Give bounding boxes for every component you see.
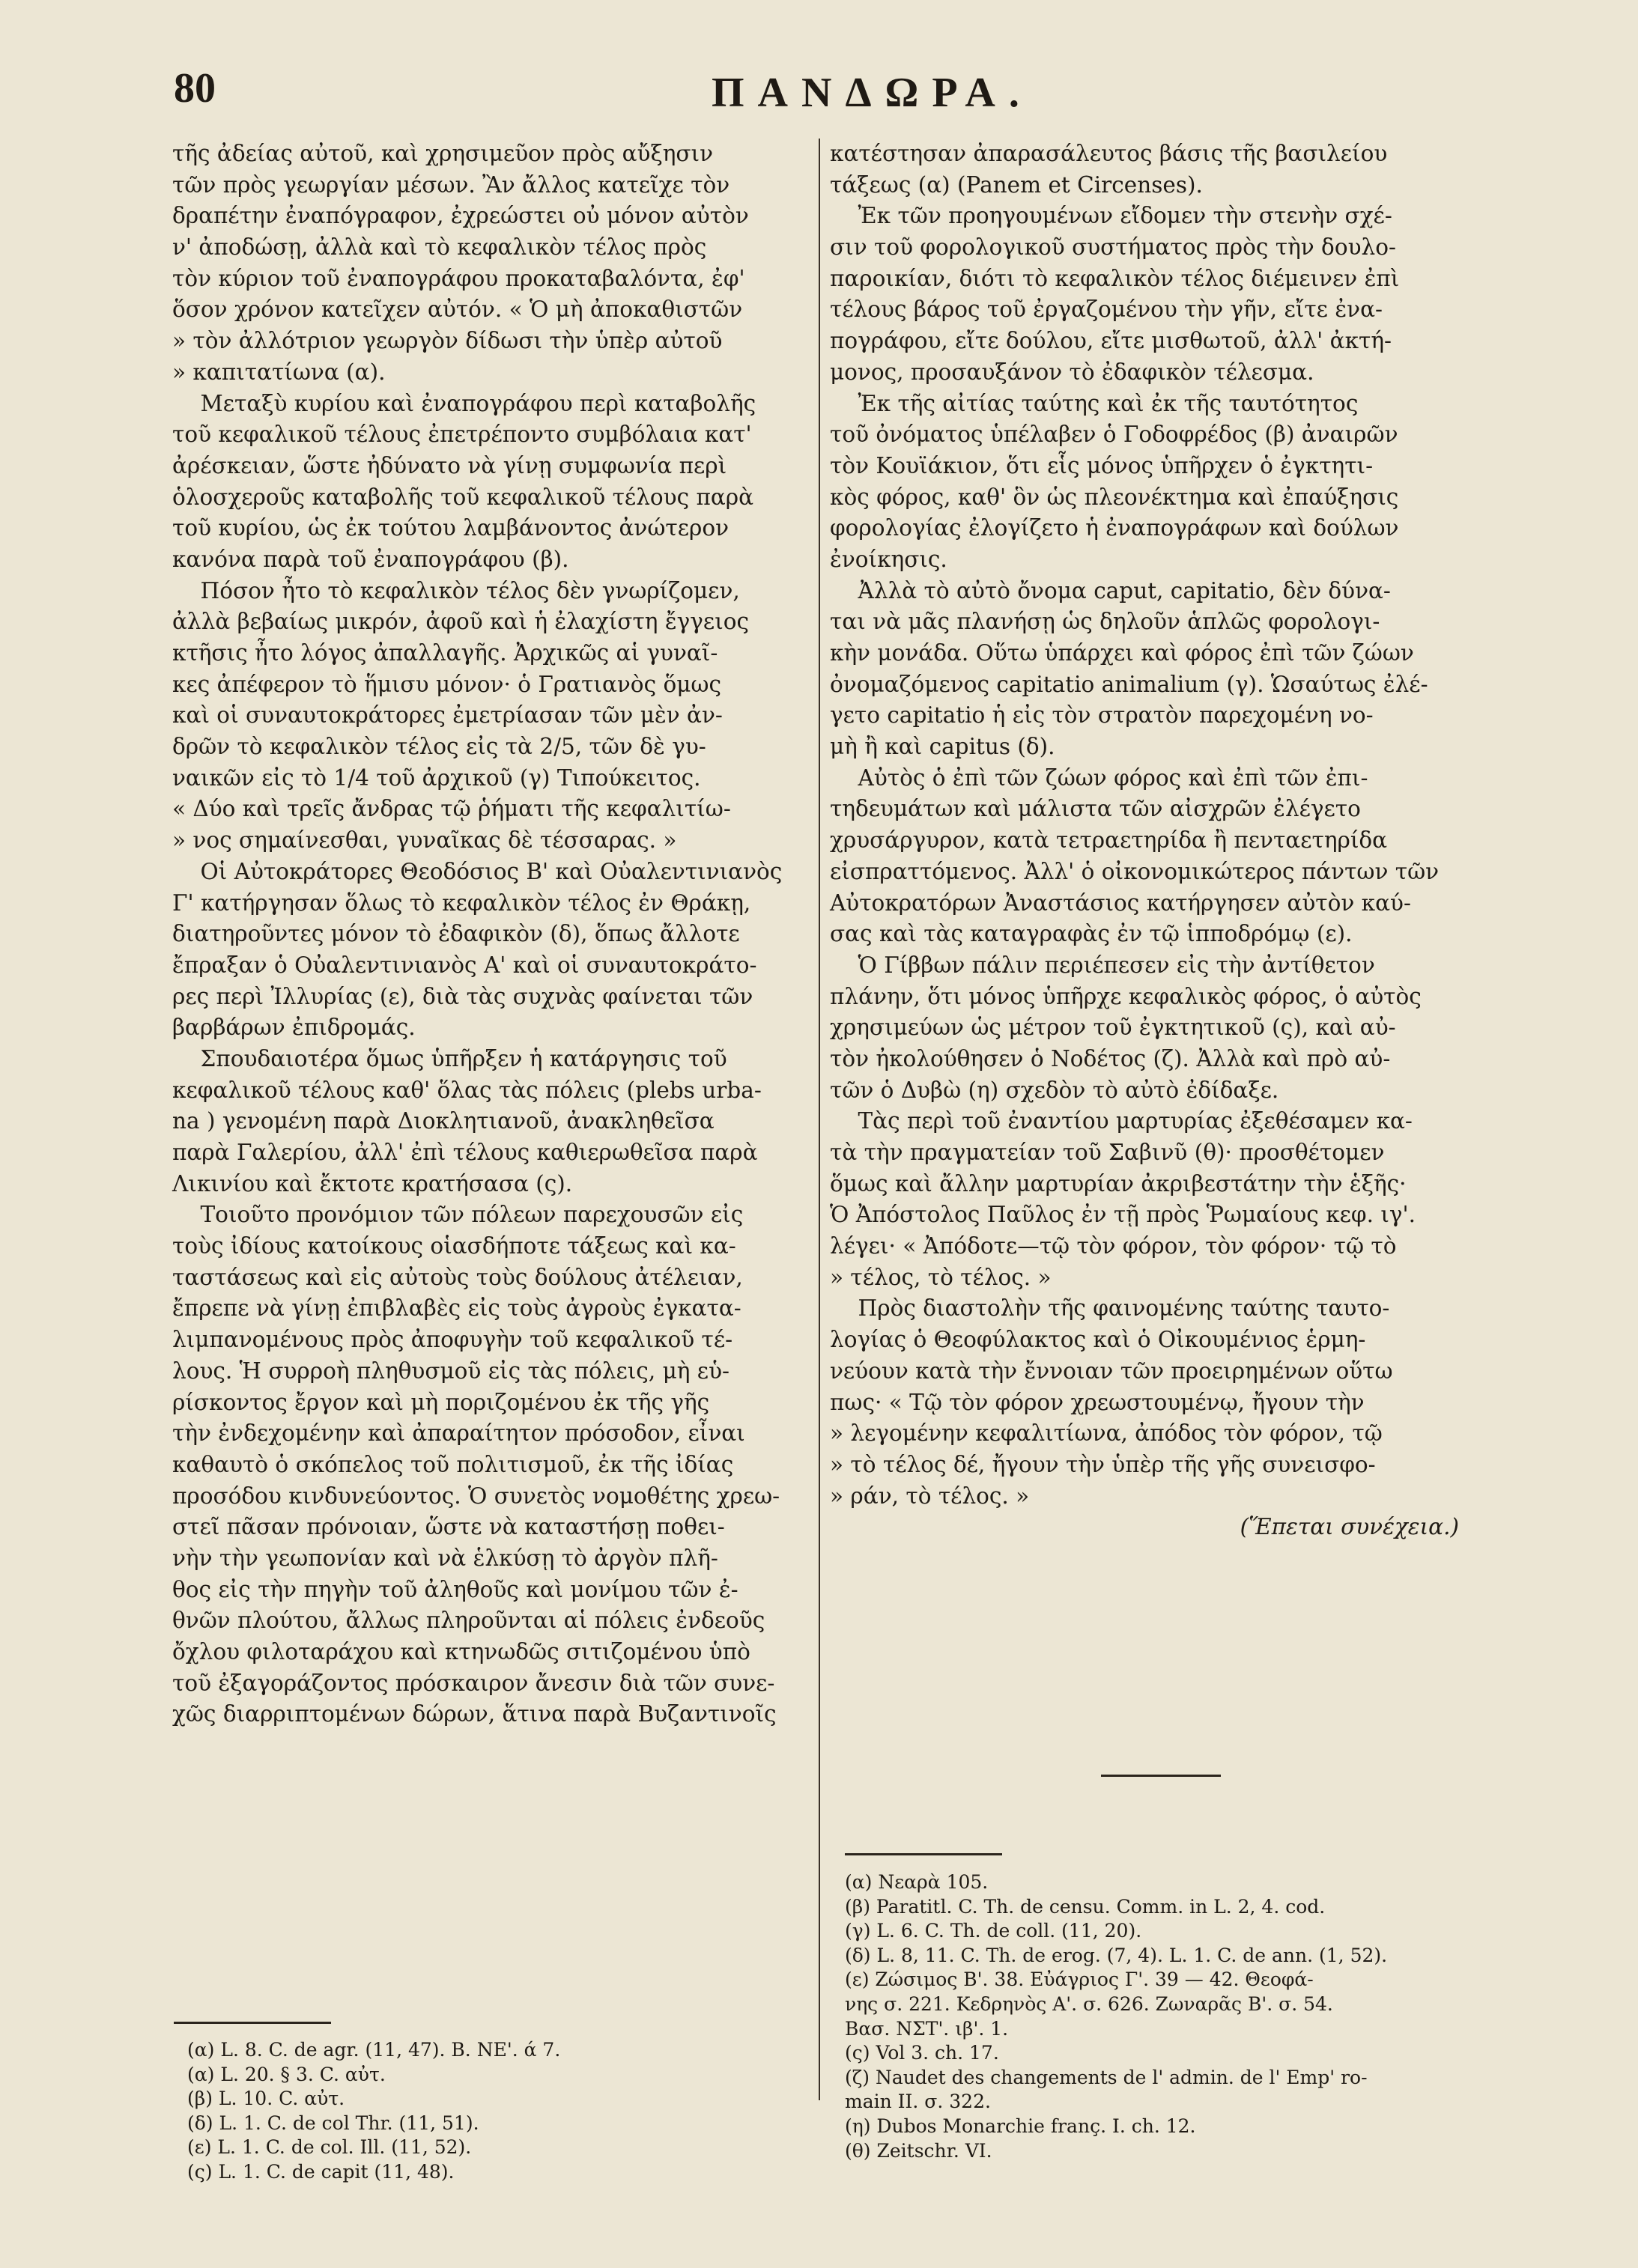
text-line: καὶ οἱ συναυτοκράτορες ἐμετρίασαν τῶν μὲν ἀν-: [172, 702, 723, 729]
text-line: ν' ἀποδώσῃ, ἀλλὰ καὶ τὸ κεφαλικὸν τέλος πρὸς: [172, 234, 707, 261]
text-line: τὸν Κουϊάκιον, ὅτι εἷς μόνος ὑπῆρχεν ὁ ἐγκτητι-: [830, 452, 1374, 478]
text-line: Λικινίου καὶ ἔκτοτε κρατήσασα (ς).: [172, 1170, 573, 1197]
text-line: » λεγομένην κεφαλιτίωνα, ἀπόδος τὸν φόρον, τῷ: [830, 1420, 1383, 1447]
text-line: » τὸν ἀλλότριον γεωργὸν δίδωσι τὴν ὑπὲρ αὐτοῦ: [172, 328, 723, 354]
text-line: ναικῶν εἰς τὸ 1/4 τοῦ ἀρχικοῦ (γ) Τιπούκειτος.: [172, 764, 701, 791]
footnote-line: (α) L. 20. § 3. C. αὐτ.: [187, 2063, 386, 2085]
text-line: τάξεως (α) (Panem et Circenses).: [830, 171, 1203, 198]
left-text-column: [172, 139, 813, 1730]
footnote-line: (ς) Vol 3. ch. 17.: [845, 2042, 999, 2064]
text-line: λέγει· « Ἀπόδοτε—τῷ τὸν φόρον, τὸν φόρον· τῷ τὸ: [830, 1233, 1397, 1259]
text-line: νὴν τὴν γεωπονίαν καὶ νὰ ἑλκύσῃ τὸ ἀργὸν πλῆ-: [172, 1545, 718, 1571]
text-line: κὸς φόρος, καθ' ὃν ὡς πλεονέκτημα καὶ ἐπαύξησις: [830, 484, 1399, 510]
footnote-line: (η) Dubos Monarchie franç. I. ch. 12.: [845, 2115, 1196, 2137]
text-line: χρυσάργυρον, κατὰ τετραετηρίδα ἢ πενταετηρίδα: [830, 827, 1388, 854]
text-line: Πρὸς διαστολὴν τῆς φαινομένης ταύτης ταυτο-: [830, 1295, 1390, 1322]
text-line: εἰσπραττόμενος. Ἀλλ' ὁ οἰκονομικώτερος πάντων τῶν: [830, 858, 1440, 884]
text-line: Τὰς περὶ τοῦ ἐναντίου μαρτυρίας ἐξεθέσαμεν κα-: [830, 1108, 1413, 1134]
text-line: κες ἀπέφερον τὸ ἥμισυ μόνον· ὁ Γρατιανὸς ὅμως: [172, 671, 721, 697]
text-line: τοῦ ὀνόματος ὑπέλαβεν ὁ Γοδοφρέδος (β) ἀναιρῶν: [830, 422, 1398, 448]
continuation-note: (Ἕπεται συνέχεια.): [1240, 1514, 1459, 1540]
text-line: na ) γενομένη παρὰ Διοκλητιανοῦ, ἀνακληθεῖσα: [172, 1108, 715, 1134]
text-line: ἀλλὰ βεβαίως μικρόν, ἀφοῦ καὶ ἡ ἐλαχίστη ἔγγειος: [172, 609, 750, 635]
right-text-column: [830, 139, 1489, 1543]
text-line: Τοιοῦτο προνόμιον τῶν πόλεων παρεχουσῶν εἰς: [172, 1202, 744, 1228]
text-line: τὸν κύριον τοῦ ἐναπογράφου προκαταβαλόντα, ἐφ': [172, 265, 745, 291]
text-line: τέλους βάρος τοῦ ἐργαζομένου τὴν γῆν, εἴτε ἐνα-: [830, 297, 1383, 323]
continuation-rule: [1101, 1775, 1221, 1777]
text-line: Αὐτὸς ὁ ἐπὶ τῶν ζώων φόρος καὶ ἐπὶ τῶν ἐπι-: [830, 764, 1368, 791]
text-line: βαρβάρων ἐπιδρομάς.: [172, 1015, 416, 1041]
text-line: λιμπανομένους πρὸς ἀποφυγὴν τοῦ κεφαλικοῦ τέ-: [172, 1327, 733, 1353]
text-line: κὴν μονάδα. Οὕτω ὑπάρχει καὶ φόρος ἐπὶ τῶν ζώων: [830, 640, 1414, 666]
text-line: φορολογίας ἐλογίζετο ἡ ἐναπογράφων καὶ δούλων: [830, 515, 1399, 541]
text-line: Μεταξὺ κυρίου καὶ ἐναπογράφου περὶ καταβολῆς: [172, 390, 756, 416]
footnote-line: (β) Paratitl. C. Th. de censu. Comm. in L. 2, 4. cod.: [845, 1895, 1326, 1918]
text-line: » ράν, τὸ τέλος. »: [830, 1483, 1030, 1509]
text-line: πογράφου, εἴτε δούλου, εἴτε μισθωτοῦ, ἀλλ' ἀκτή-: [830, 328, 1392, 354]
text-line: » τέλος, τὸ τέλος. »: [830, 1264, 1052, 1290]
footnote-line: (ς) L. 1. C. de capit (11, 48).: [187, 2160, 455, 2183]
text-line: δραπέτην ἐναπόγραφον, ἐχρεώστει οὐ μόνον αὐτὸν: [172, 203, 749, 229]
footnote-line: (ε) L. 1. C. de col. Ill. (11, 52).: [187, 2136, 472, 2159]
text-line: Ἐκ τῶν προηγουμένων εἴδομεν τὴν στενὴν σχέ-: [830, 203, 1392, 229]
text-line: ὁλοσχεροῦς καταβολῆς τοῦ κεφαλικοῦ τέλους παρὰ: [172, 484, 754, 510]
footnote-line: (α) Νεαρὰ 105.: [845, 1871, 989, 1893]
text-line: ἐνοίκησις.: [830, 546, 947, 572]
column-divider: [819, 139, 820, 2100]
text-line: « Δύο καὶ τρεῖς ἄνδρας τῷ ῥήματι τῆς κεφαλιτίω-: [172, 796, 731, 822]
footnote-line: (δ) L. 1. C. de col Thr. (11, 51).: [187, 2112, 479, 2134]
text-line: τοῦ κεφαλικοῦ τέλους ἐπετρέποντο συμβόλαια κατ': [172, 422, 752, 448]
footnote-line: Βασ. ΝΣΤ'. ιβ'. 1.: [845, 2017, 1009, 2040]
text-line: καθαυτὸ ὁ σκόπελος τοῦ πολιτισμοῦ, ἐκ τῆς ἰδίας: [172, 1451, 734, 1477]
footnote-line: (θ) Zeitschr. VI.: [845, 2139, 992, 2162]
footnote-line: (γ) L. 6. C. Th. de coll. (11, 20).: [845, 1920, 1142, 1942]
text-line: τῶν πρὸς γεωργίαν μέσων. Ἂν ἄλλος κατεῖχε τὸν: [172, 171, 730, 198]
text-line: σιν τοῦ φορολογικοῦ συστήματος πρὸς τὴν δουλο-: [830, 234, 1396, 261]
text-line: ἀρέσκειαν, ὥστε ἠδύνατο νὰ γίνῃ συμφωνία περὶ: [172, 452, 727, 478]
text-line: ρες περὶ Ἰλλυρίας (ε), διὰ τὰς συχνὰς φαίνεται τῶν: [172, 983, 753, 1009]
text-line: ἔπρεπε νὰ γίνῃ ἐπιβλαβὲς εἰς τοὺς ἀγροὺς ἐγκατα-: [172, 1295, 741, 1322]
text-line: χῶς διαρριπτομένων δώρων, ἅτινα παρὰ Βυζαντινοῖς: [172, 1701, 777, 1727]
text-line: κεφαλικοῦ τέλους καθ' ὅλας τὰς πόλεις (plebs urba-: [172, 1077, 762, 1103]
footnote-line: (ε) Ζώσιμος Β'. 38. Εὐάγριος Γ'. 39 — 42. Θεοφά-: [845, 1968, 1314, 1991]
text-line: » τὸ τέλος δέ, ἤγουν τὴν ὑπὲρ τῆς γῆς συνεισφο-: [830, 1451, 1376, 1477]
text-line: » καπιτατίωνα (α).: [172, 359, 386, 385]
footnote-line: (ζ) Naudet des changements de l' admin. de l' Emp' ro-: [845, 2066, 1368, 2088]
text-line: δρῶν τὸ κεφαλικὸν τέλος εἰς τὰ 2/5, τῶν δὲ γυ-: [172, 734, 706, 760]
text-line: κατέστησαν ἀπαρασάλευτος βάσις τῆς βασιλείου: [830, 141, 1388, 166]
text-line: τοῦ ἐξαγοράζοντος πρόσκαιρον ἄνεσιν διὰ τῶν συνε-: [172, 1670, 775, 1696]
text-line: λογίας ὁ Θεοφύλακτος καὶ ὁ Οἰκουμένιος ἑρμη-: [830, 1327, 1366, 1353]
text-line: τηδευμάτων καὶ μάλιστα τῶν αἰσχρῶν ἐλέγετο: [830, 796, 1361, 822]
text-line: Ὁ Γίββων πάλιν περιέπεσεν εἰς τὴν ἀντίθετον: [830, 952, 1375, 978]
text-line: τοῦ κυρίου, ὡς ἐκ τούτου λαμβάνοντος ἀνώτερον: [172, 515, 729, 541]
text-line: ὅσον χρόνον κατεῖχεν αὐτόν. « Ὁ μὴ ἀποκαθιστῶν: [172, 297, 743, 323]
text-line: Ὁ Ἀπόστολος Παῦλος ἐν τῇ πρὸς Ῥωμαίους κεφ. ιγ'.: [830, 1202, 1416, 1228]
text-line: διατηροῦντες μόνον τὸ ἐδαφικὸν (δ), ὅπως ἄλλοτε: [172, 921, 740, 947]
text-line: ται νὰ μᾶς πλανήσῃ ὡς δηλοῦν ἁπλῶς φορολογι-: [830, 609, 1380, 635]
right-footnote-rule: [845, 1853, 1002, 1855]
text-line: χρησιμεύων ὡς μέτρον τοῦ ἐγκτητικοῦ (ς), καὶ αὐ-: [830, 1015, 1396, 1041]
text-line: Ἐκ τῆς αἰτίας ταύτης καὶ ἐκ τῆς ταυτότητος: [830, 390, 1359, 416]
text-line: μὴ ἢ καὶ capitus (δ).: [830, 734, 1055, 760]
text-line: στεῖ πᾶσαν πρόνοιαν, ὥστε νὰ καταστήσῃ ποθει-: [172, 1514, 725, 1540]
left-footnote-rule: [174, 2022, 331, 2024]
text-line: Πόσον ἦτο τὸ κεφαλικὸν τέλος δὲν γνωρίζομεν,: [172, 577, 740, 604]
text-line: παρὰ Γαλερίου, ἀλλ' ἐπὶ τέλους καθιερωθεῖσα παρὰ: [172, 1140, 758, 1165]
text-line: γετο capitatio ἡ εἰς τὸν στρατὸν παρεχομένη νο-: [830, 702, 1374, 729]
text-line: Σπουδαιοτέρα ὅμως ὑπῆρξεν ἡ κατάργησις τοῦ: [172, 1045, 727, 1071]
text-line: ἔπραξαν ὁ Οὐαλεντινιανὸς Α' καὶ οἱ συναυτοκράτο-: [172, 952, 757, 978]
text-line: προσόδου κινδυνεύοντος. Ὁ συνετὸς νομοθέτης χρεω-: [172, 1483, 780, 1509]
text-line: τὸν ἠκολούθησεν ὁ Νοδέτος (ζ). Ἀλλὰ καὶ πρὸ αὐ-: [830, 1045, 1391, 1071]
text-line: μονος, προσαυξάνον τὸ ἐδαφικὸν τέλεσμα.: [830, 359, 1314, 385]
page-number: 80: [174, 65, 216, 112]
text-line: Οἱ Αὐτοκράτορες Θεοδόσιος Β' καὶ Οὐαλεντινιανὸς: [172, 858, 783, 884]
text-line: τοὺς ἰδίους κατοίκους οἱασδήποτε τάξεως καὶ κα-: [172, 1233, 736, 1259]
text-line: θνῶν πλούτου, ἄλλως πληροῦνται αἱ πόλεις ἐνδεοῦς: [172, 1608, 765, 1634]
footnote-line: (β) L. 10. C. αὐτ.: [187, 2088, 345, 2110]
text-line: ὅμως καὶ ἄλλην μαρτυρίαν ἀκριβεστάτην τὴν ἑξῆς·: [830, 1170, 1407, 1197]
text-line: ρίσκοντος ἔργον καὶ μὴ ποριζομένου ἐκ τῆς γῆς: [172, 1389, 710, 1415]
text-line: σας καὶ τὰς καταγραφὰς ἐν τῷ ἱπποδρόμῳ (ε).: [830, 921, 1353, 947]
text-line: τῶν ὁ Δυβὼ (η) σχεδὸν τὸ αὐτὸ ἐδίδαξε.: [830, 1077, 1279, 1103]
footnote-line: νης σ. 221. Κεδρηνὸς Α'. σ. 626. Ζωναρᾶς Β'. σ. 54.: [845, 1992, 1333, 2015]
text-line: Αὐτοκρατόρων Ἀναστάσιος κατήργησεν αὐτὸν καύ-: [830, 890, 1411, 916]
text-line: τῆς ἀδείας αὐτοῦ, καὶ χρησιμεῦον πρὸς αὔξησιν: [172, 141, 714, 166]
footnote-line: main II. σ. 322.: [845, 2091, 991, 2113]
text-line: νεύουν κατὰ τὴν ἔννοιαν τῶν προειρημένων οὕτω: [830, 1358, 1393, 1384]
text-line: ὄχλου φιλοταράχου καὶ κτηνωδῶς σιτιζομένου ὑπὸ: [172, 1639, 750, 1664]
text-line: » νος σημαίνεσθαι, γυναῖκας δὲ τέσσαρας. »: [172, 827, 677, 854]
text-line: πλάνην, ὅτι μόνος ὑπῆρχε κεφαλικὸς φόρος, ὁ αὐτὸς: [830, 983, 1422, 1009]
footnote-line: (α) L. 8. C. de agr. (11, 47). B. ΝΕ'. ά 7.: [187, 2039, 561, 2061]
text-line: κτῆσις ἦτο λόγος ἀπαλλαγῆς. Ἀρχικῶς αἱ γυναῖ-: [172, 640, 718, 666]
text-line: πως· « Τῷ τὸν φόρον χρεωστουμένῳ, ἤγουν τὴν: [830, 1389, 1365, 1415]
running-title: ΠΑΝΔΩΡΑ.: [712, 70, 1033, 116]
text-line: ὀνομαζόμενος capitatio animalium (γ). Ὡσαύτως ἐλέ-: [830, 671, 1428, 697]
left-footnotes: [187, 2038, 809, 2185]
page-header: [0, 52, 1638, 127]
text-line: τὴν ἐνδεχομένην καὶ ἀπαραίτητον πρόσοδον, εἶναι: [172, 1420, 745, 1447]
right-footnotes: [845, 1870, 1489, 2163]
text-line: ταστάσεως καὶ εἰς αὐτοὺς τοὺς δούλους ἀτέλειαν,: [172, 1264, 743, 1290]
text-line: λους. Ἡ συρροὴ πληθυσμοῦ εἰς τὰς πόλεις, μὴ εὑ-: [172, 1358, 729, 1384]
text-line: παροικίαν, διότι τὸ κεφαλικὸν τέλος διέμεινεν ἐπὶ: [830, 265, 1400, 291]
text-line: τὰ τὴν πραγματείαν τοῦ Σαβινῦ (θ)· προσθέτομεν: [830, 1140, 1385, 1165]
text-line: θος εἰς τὴν πηγὴν τοῦ ἀληθοῦς καὶ μονίμου τῶν ἐ-: [172, 1576, 738, 1602]
footnote-line: (δ) L. 8, 11. C. Th. de erog. (7, 4). L. 1. C. de ann. (1, 52).: [845, 1944, 1388, 1966]
text-line: κανόνα παρὰ τοῦ ἐναπογράφου (β).: [172, 546, 569, 572]
text-line: Γ' κατήργησαν ὅλως τὸ κεφαλικὸν τέλος ἐν Θράκῃ,: [172, 890, 751, 916]
text-line: Ἀλλὰ τὸ αὐτὸ ὄνομα caput, capitatio, δὲν δύνα-: [830, 577, 1391, 604]
